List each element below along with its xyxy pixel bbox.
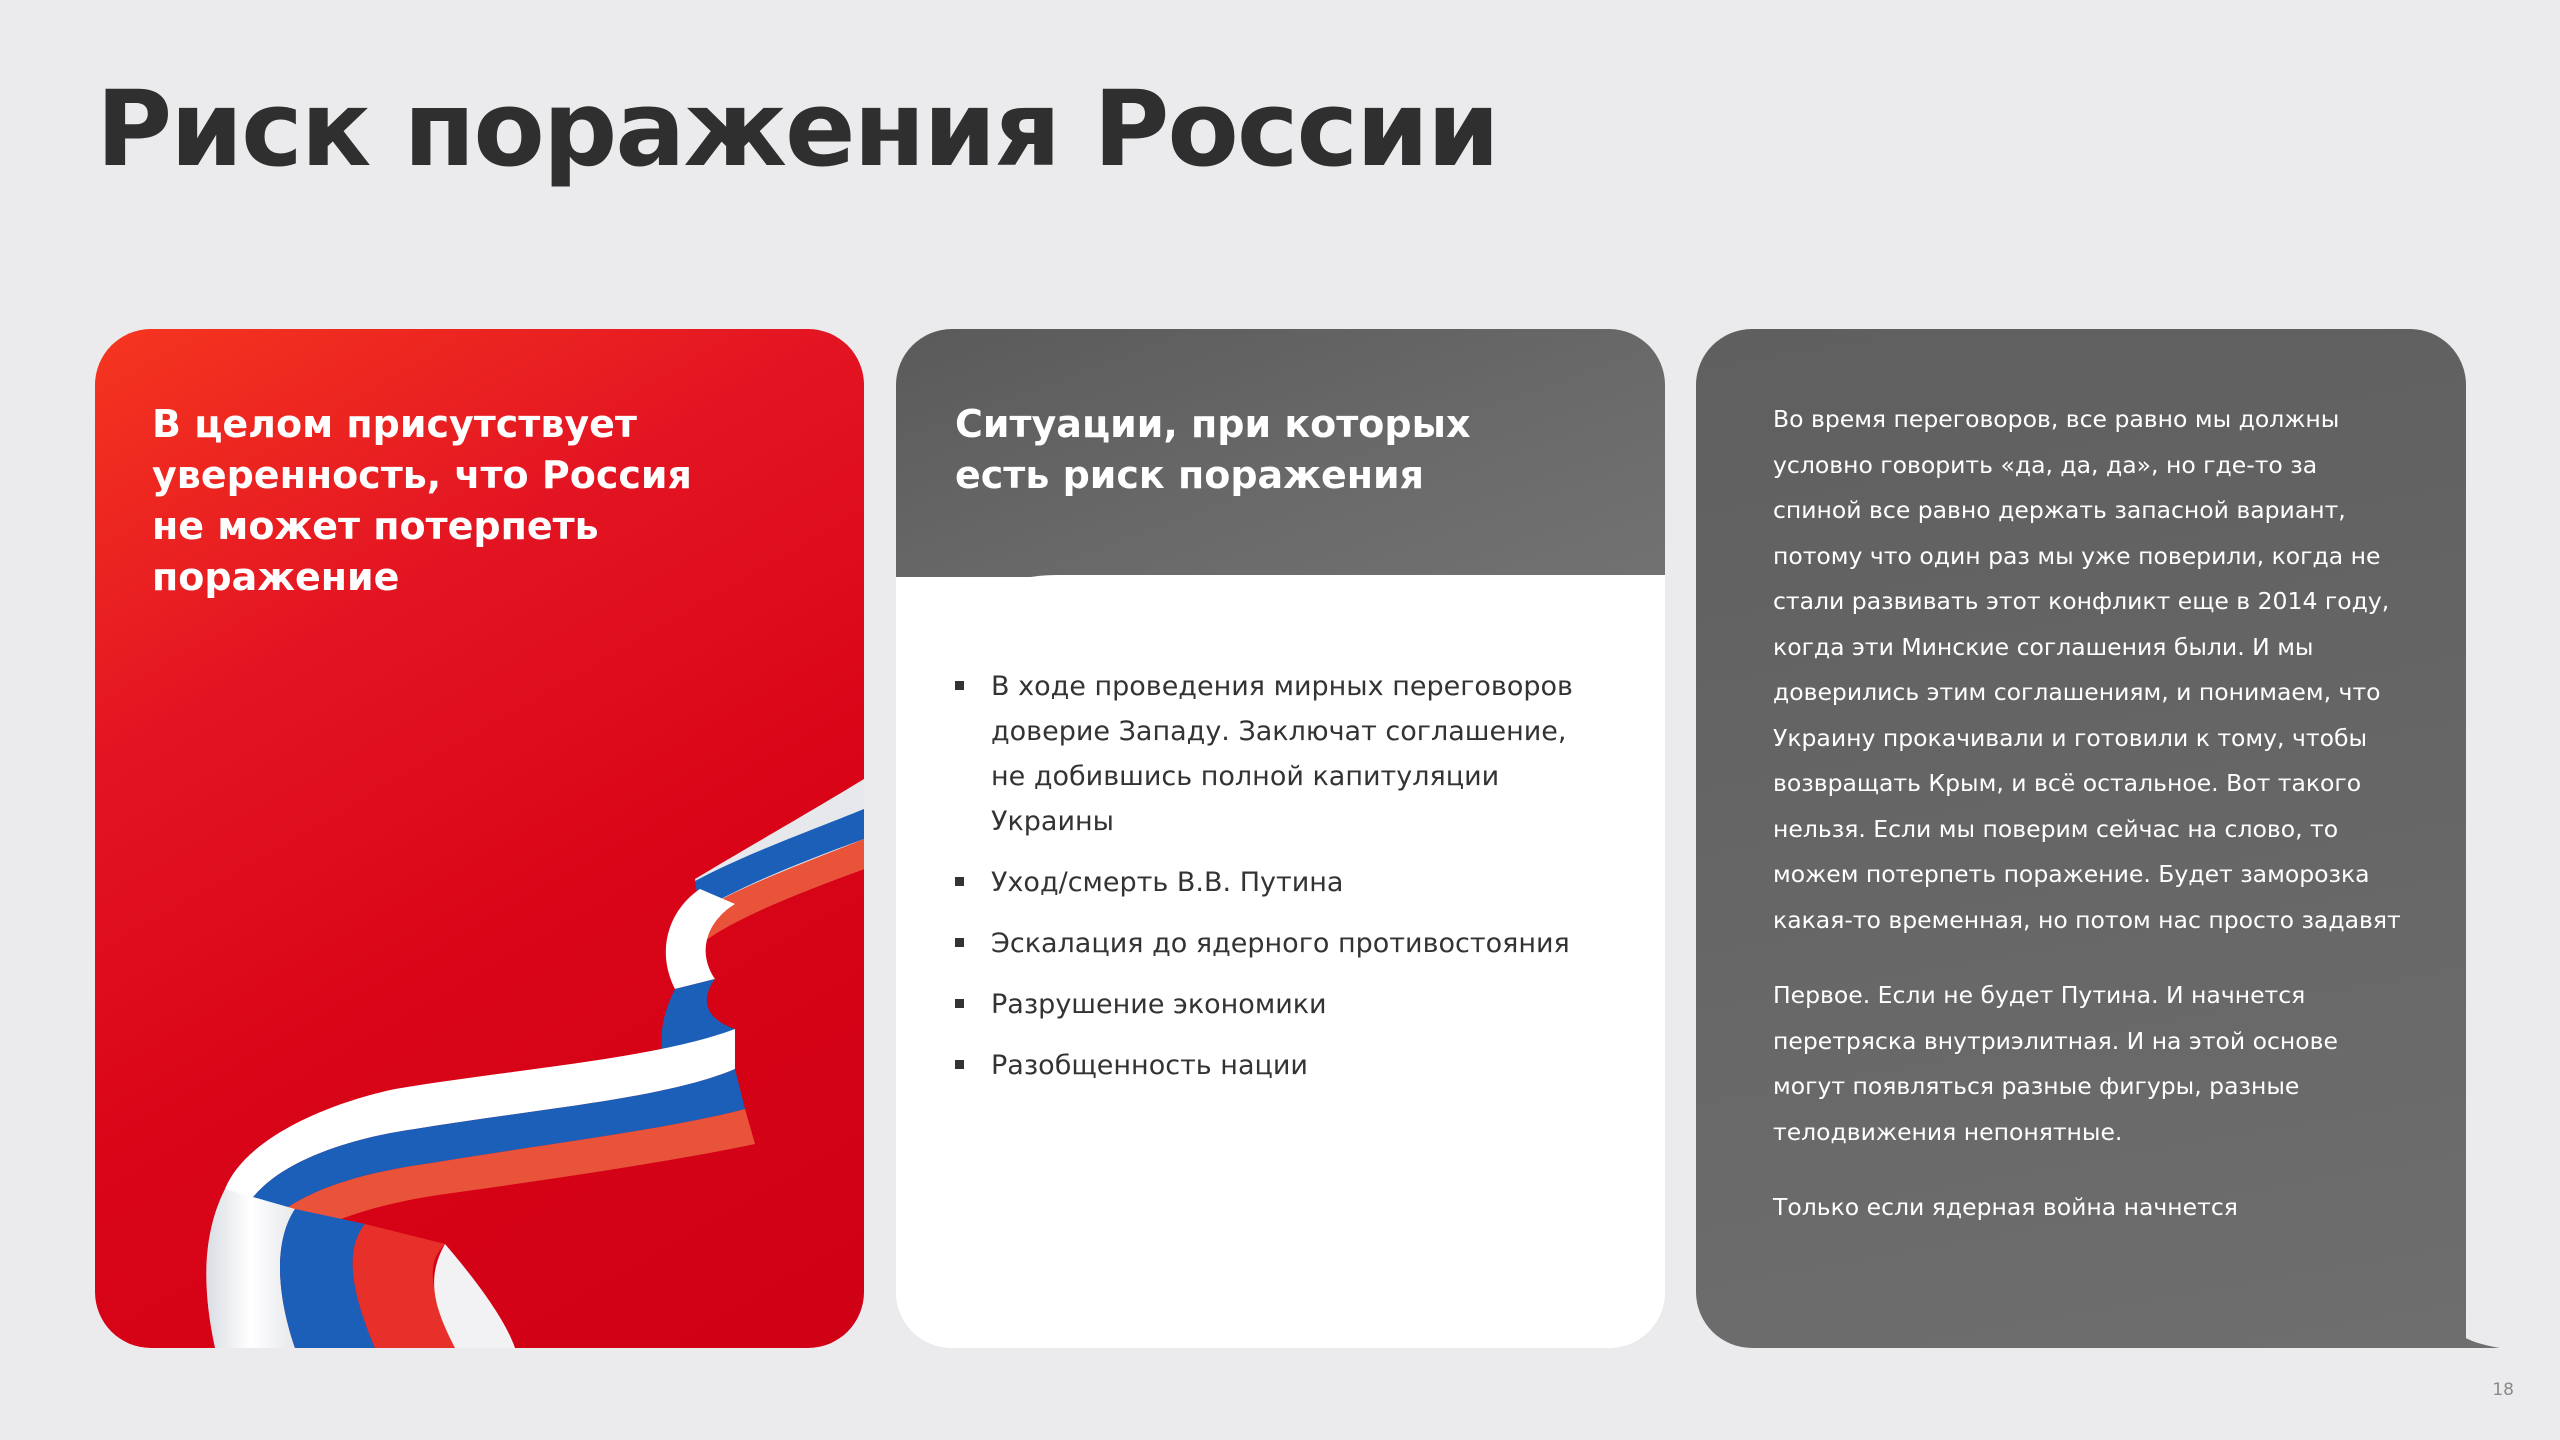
list-item-text: Уход/смерть В.В. Путина: [991, 867, 1344, 898]
list-item-text: Эскалация до ядерного противостояния: [991, 928, 1570, 959]
list-item: [955, 860, 1575, 905]
list-item: [955, 921, 1575, 966]
speech-bubble-tail: [2440, 1288, 2500, 1348]
risk-bullet-list: [955, 664, 1575, 1104]
quote-paragraph: Во время переговоров, все равно мы должны условно говорить «да, да, да», но где-то за спиной все равно держать запасной вариант, потому что один раз мы уже поверили, когда не стали развивать этот конфликт еще в 2014 году, когда эти Минские соглашения были. И мы доверились этим соглашениям, и понимаем, что Украину прокачивали и готовили к тому, чтобы возвращать Крым, и всё остальное. Вот такого нельзя. Если мы поверим сейчас на слово, то можем потерпеть поражение. Будет заморозка какая-то временная, но потом нас просто задавят: [1773, 405, 2401, 934]
risk-situations-card: [896, 329, 1665, 1348]
bullet-icon: [955, 938, 964, 947]
bullet-icon: [955, 681, 964, 690]
quote-paragraph: Первое. Если не будет Путина. И начнется перетряска внутриэлитная. И на этой основе могут появляться разные фигуры, разные телодвижения непонятные.: [1773, 981, 2338, 1146]
list-item-text: Разрушение экономики: [991, 989, 1327, 1020]
bullet-icon: [955, 877, 964, 886]
bullet-icon: [955, 999, 964, 1008]
quote-paragraph: Только если ядерная война начнется: [1773, 1193, 2238, 1221]
confidence-card: [95, 329, 864, 1348]
list-item-text: Разобщенность нации: [991, 1050, 1308, 1081]
russian-flag-ribbon-image: [95, 329, 864, 1348]
slide-title: Риск поражения России: [96, 68, 1498, 190]
quotes-speech-bubble: [1696, 329, 2466, 1348]
list-item: [955, 982, 1575, 1027]
bullet-icon: [955, 1060, 964, 1069]
quotes-text: [1773, 397, 2413, 1261]
confidence-heading: В целом присутствует уверенность, что Россия не может потерпеть поражение: [152, 402, 692, 599]
list-item: [955, 664, 1575, 844]
list-item-text: В ходе проведения мирных переговоров доверие Западу. Заключат соглашение, не добившись полной капитуляции Украины: [991, 671, 1573, 837]
risk-heading: Ситуации, при которых есть риск поражения: [955, 402, 1471, 497]
list-item: [955, 1043, 1575, 1088]
page-number: 18: [2492, 1380, 2514, 1400]
